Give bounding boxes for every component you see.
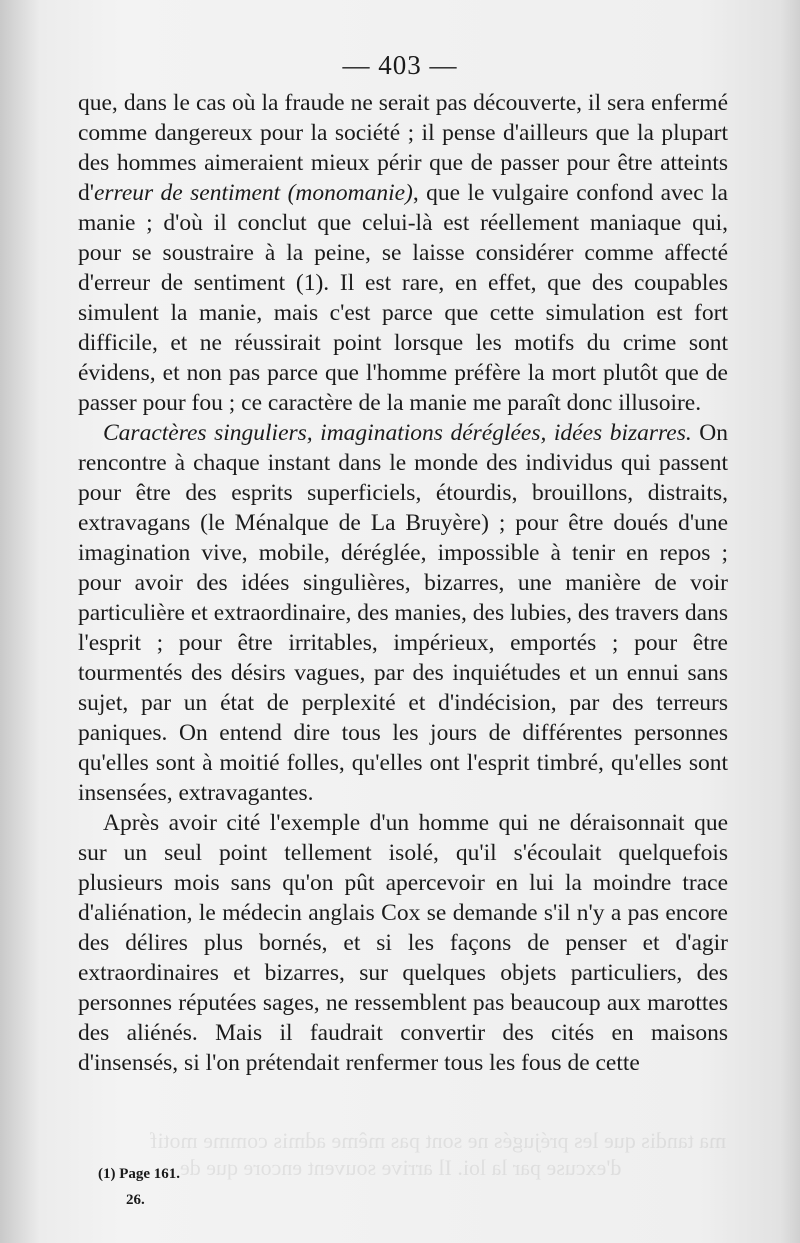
- text-run: , que le vulgaire confond avec la manie ; d'où il conclut que celui-là est réellement maniaque qui, pour se soustraire à la peine, se laisse considérer comme affecté d'erreur de sentiment (1). Il est rare, en effet, que des coupables simulent la manie, mais c'est parce que cette simulation est fort difficile, et ne réussirait point lorsque les motifs du crime sont évidens, et non pas parce que l'homme préfère la mort plutôt que de passer pour fou ; ce caractère de la manie me paraît donc illusoire.: [78, 180, 728, 416]
- paragraph: [78, 418, 728, 808]
- bleed-through-text: ma tandis que les préjugés ne sont pas même admis comme motif: [150, 1128, 727, 1153]
- text-run: que, dans le cas où la fraude ne serait pas découverte, il sera enfermé comme dangereux pour la société ; il pense d'ailleurs que la plupart des hommes aimeraient mieux périr que de passer pour être atteints d': [78, 90, 728, 206]
- paragraph: [78, 88, 728, 418]
- page-number: — 403 —: [342, 50, 458, 80]
- body-text: [78, 88, 728, 1078]
- footnote: (1) Page 161.: [98, 1166, 181, 1182]
- paragraph: [78, 808, 728, 1078]
- section-heading-inline: Caractères singuliers, imaginations déréglées, idées bizarres.: [103, 420, 692, 446]
- text-run: On rencontre à chaque instant dans le monde des individus qui passent pour être des esprits superficiels, étourdis, brouillons, distraits, extravagans (le Ménalque de La Bruyère) ; pour être doués d'une imagination vive, mobile, déréglée, impossible à tenir en repos ; pour avoir des idées singulières, bizarres, une manière de voir particulière et extraordinaire, des manies, des lubies, des travers dans l'esprit ; pour être irritables, impérieux, emportés ; pour être tourmentés des désirs vagues, par des inquiétudes et un ennui sans sujet, par un état de perplexité et d'indécision, par des terreurs paniques. On entend dire tous les jours de différentes personnes qu'elles sont à moitié folles, qu'elles ont l'esprit timbré, qu'elles sont insensées, extravagantes.: [78, 420, 728, 806]
- bleed-through-text: d'excuse par la loi. Il arrive souvent encore que de: [180, 1155, 622, 1180]
- text-run: Après avoir cité l'exemple d'un homme qui ne déraisonnait que sur un seul point tellement isolé, qu'il s'écoulait quelquefois plusieurs mois sans qu'on pût apercevoir en lui la moindre trace d'aliénation, le médecin anglais Cox se demande s'il n'y a pas encore des délires plus bornés, et si les façons de penser et d'agir extraordinaires et bizarres, sur quelques objets particuliers, des personnes réputées sages, ne ressemblent pas beaucoup aux marottes des aliénés. Mais il faudrait convertir des cités en maisons d'insensés, si l'on prétendait renfermer tous les fous de cette: [78, 810, 728, 1076]
- italic-term: erreur de sentiment (monomanie): [93, 180, 413, 206]
- signature-mark: 26.: [126, 1192, 145, 1208]
